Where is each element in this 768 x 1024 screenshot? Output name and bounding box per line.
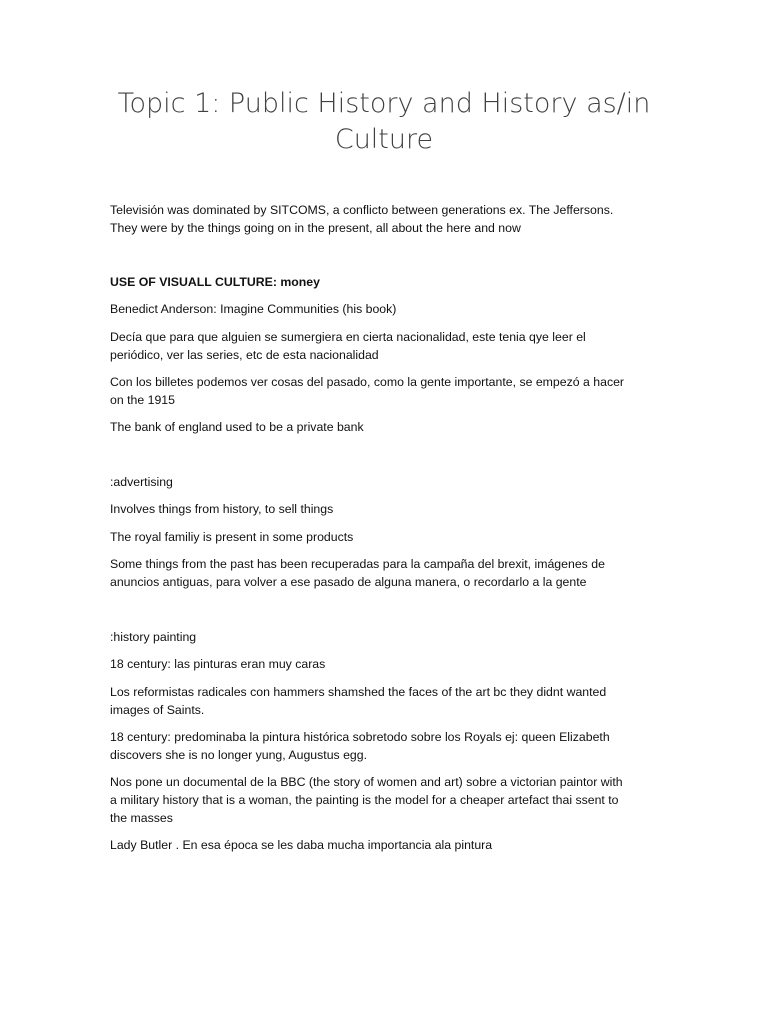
paragraph-line: Los reformistas radicales con hammers shamshed the faces of the art bc they didnt wanted	[110, 685, 607, 699]
section-heading-advertising: :advertising	[110, 475, 173, 489]
title-line-1: Topic 1: Public History and History as/in	[117, 88, 651, 119]
paragraph-line: Nos pone un documental de la BBC (the story of women and art) sobre a victorian paintor with	[110, 775, 623, 789]
paragraph-line: periódico, ver las series, etc de esta nacionalidad	[110, 348, 379, 362]
paragraph-line: 18 century: las pinturas eran muy caras	[110, 657, 326, 671]
paragraph-line: Involves things from history, to sell things	[110, 502, 334, 516]
title-line-2: Culture	[334, 124, 434, 155]
document-title	[100, 86, 668, 158]
paragraph-line: on the 1915	[110, 393, 175, 407]
paragraph-line: 18 century: predominaba la pintura histórica sobretodo sobre los Royals ej: queen Elizabeth	[110, 730, 610, 744]
paragraph-line: They were by the things going on in the present, all about the here and now	[110, 221, 521, 235]
paragraph-line: Some things from the past has been recuperadas para la campaña del brexit, imágenes de	[110, 557, 605, 571]
paragraph-line: the masses	[110, 811, 173, 825]
paragraph-line: Lady Butler . En esa época se les daba mucha importancia ala pintura	[110, 838, 493, 852]
paragraph-line: discovers she is no longer yung, Augustus egg.	[110, 748, 368, 762]
paragraph-line: The bank of england used to be a private bank	[110, 420, 364, 434]
paragraph-line: a military history that is a woman, the painting is the model for a cheaper artefact thai ssent to	[110, 793, 619, 807]
paragraph-line: Con los billetes podemos ver cosas del pasado, como la gente importante, se empezó a hacer	[110, 375, 625, 389]
section-heading-visual-culture: USE OF VISUALL CULTURE: money	[110, 275, 320, 289]
section-heading-history-painting: :history painting	[110, 630, 197, 644]
paragraph-line: Benedict Anderson: Imagine Communities (his book)	[110, 302, 397, 316]
paragraph-line: images of Saints.	[110, 703, 205, 717]
paragraph-line: Televisión was dominated by SITCOMS, a conflicto between generations ex. The Jeffersons.	[110, 203, 614, 217]
paragraph-line: The royal familiy is present in some products	[110, 530, 354, 544]
paragraph-line: Decía que para que alguien se sumergiera en cierta nacionalidad, este tenia qye leer el	[110, 330, 586, 344]
paragraph-line: anuncios antiguas, para volver a ese pasado de alguna manera, o recordarlo a la gente	[110, 575, 587, 589]
